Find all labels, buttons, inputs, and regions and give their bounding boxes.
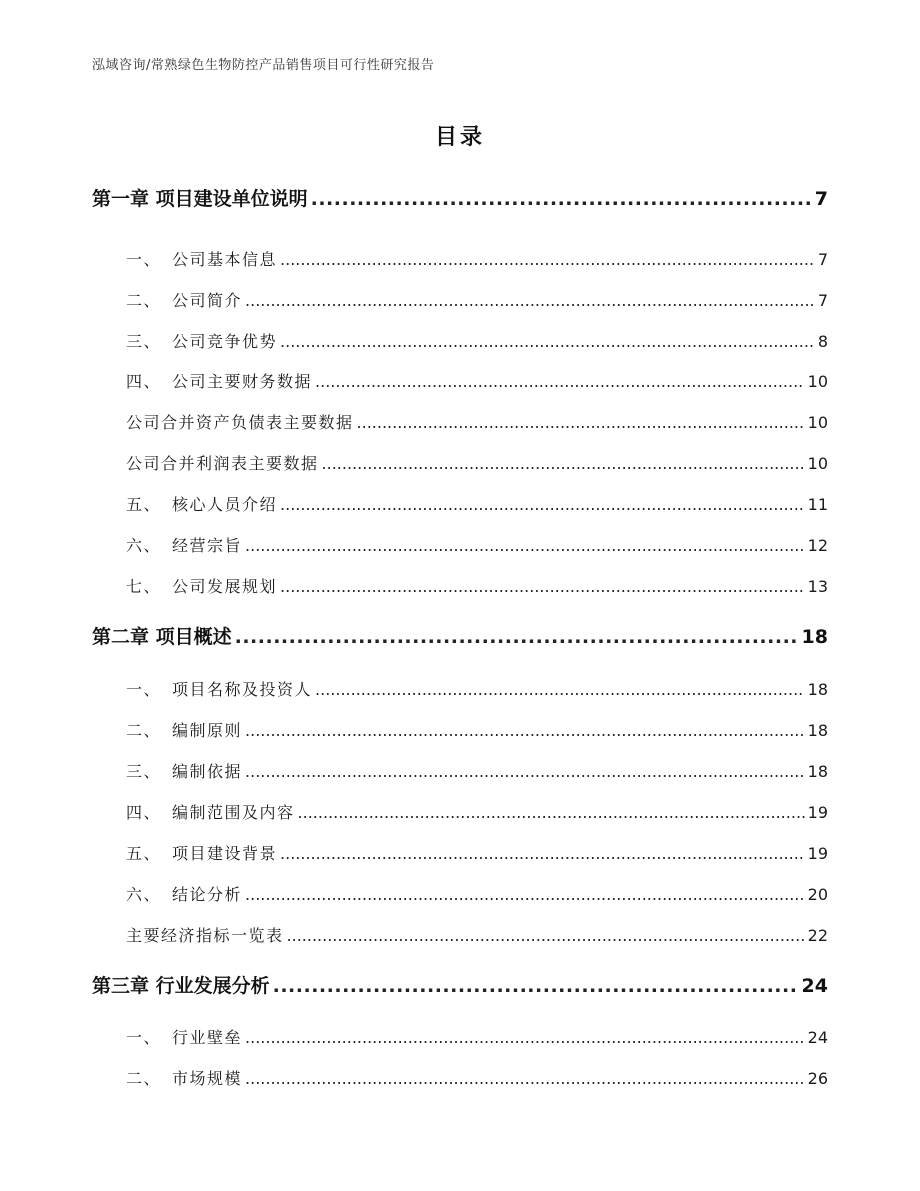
toc-table-balance-sheet[interactable] (126, 410, 828, 433)
toc-section-1-6[interactable] (126, 533, 828, 556)
toc-entry-page: 18 (807, 762, 828, 781)
toc-section-1-7[interactable] (126, 574, 828, 597)
toc-entry-label: 第一章 项目建设单位说明 (92, 188, 308, 210)
toc-entry-page: 7 (814, 188, 828, 210)
toc-entry-number: 二、 (126, 291, 162, 310)
toc-chapter-1[interactable] (92, 184, 828, 211)
dot-leader (280, 332, 815, 351)
toc-entry-label: 市场规模 (172, 1069, 243, 1088)
toc-entry-page: 18 (801, 626, 828, 648)
toc-entry-page: 10 (807, 372, 828, 391)
toc-entry-page: 8 (817, 332, 828, 351)
toc-section-2-5[interactable] (126, 841, 828, 864)
toc-section-2-3[interactable] (126, 759, 828, 782)
toc-entry-label: 经营宗旨 (172, 536, 243, 555)
toc-section-2-1[interactable] (126, 677, 828, 700)
toc-section-3-1[interactable] (126, 1025, 828, 1048)
dot-leader (311, 188, 812, 210)
dot-leader (235, 626, 799, 648)
toc-entry-page: 18 (807, 680, 828, 699)
toc-table-key-indicators[interactable] (126, 923, 828, 946)
toc-entry-label: 编制范围及内容 (172, 803, 295, 822)
toc-entry-label: 结论分析 (172, 885, 243, 904)
dot-leader (245, 885, 805, 904)
toc-section-2-2[interactable] (126, 718, 828, 741)
toc-entry-number: 一、 (126, 680, 162, 699)
dot-leader (298, 803, 805, 822)
toc-entry-label: 公司主要财务数据 (172, 372, 313, 391)
toc-entry-page: 24 (801, 975, 828, 997)
dot-leader (245, 291, 815, 310)
toc-entry-label: 公司发展规划 (172, 577, 278, 596)
toc-entry-number: 二、 (126, 1069, 162, 1088)
dot-leader (280, 577, 805, 596)
dot-leader (315, 372, 805, 391)
toc-entry-page: 7 (817, 291, 828, 310)
toc-entry-page: 12 (807, 536, 828, 555)
dot-leader (287, 926, 805, 945)
toc-entry-page: 24 (807, 1028, 828, 1047)
toc-section-1-4[interactable] (126, 369, 828, 392)
toc-entry-page: 20 (807, 885, 828, 904)
toc-entry-page: 10 (807, 454, 828, 473)
toc-section-1-3[interactable] (126, 329, 828, 352)
toc-chapter-2[interactable] (92, 622, 828, 649)
toc-entry-label: 项目建设背景 (172, 844, 278, 863)
running-header: 泓域咨询/常熟绿色生物防控产品销售项目可行性研究报告 (92, 58, 435, 73)
toc-entry-number: 三、 (126, 332, 162, 351)
toc-entry-page: 18 (807, 721, 828, 740)
toc-entry-page: 26 (807, 1069, 828, 1088)
toc-chapter-3[interactable] (92, 971, 828, 998)
toc-entry-number: 六、 (126, 885, 162, 904)
toc-entry-number: 一、 (126, 250, 162, 269)
dot-leader (357, 413, 805, 432)
toc-entry-page: 13 (807, 577, 828, 596)
toc-entry-label: 核心人员介绍 (172, 495, 278, 514)
toc-entry-label: 项目名称及投资人 (172, 680, 313, 699)
toc-entry-number: 二、 (126, 721, 162, 740)
dot-leader (245, 721, 805, 740)
toc-section-1-2[interactable] (126, 288, 828, 311)
toc-entry-number: 五、 (126, 495, 162, 514)
toc-entry-number: 七、 (126, 577, 162, 596)
toc-entry-label: 行业壁垒 (172, 1028, 243, 1047)
toc-table-income-statement[interactable] (126, 451, 828, 474)
toc-entry-label: 第三章 行业发展分析 (92, 975, 270, 997)
dot-leader (280, 844, 805, 863)
toc-section-1-5[interactable] (126, 492, 828, 515)
toc-entry-label: 编制原则 (172, 721, 243, 740)
toc-entry-label: 公司竞争优势 (172, 332, 278, 351)
toc-entry-label: 公司基本信息 (172, 250, 278, 269)
toc-entry-page: 22 (807, 926, 828, 945)
toc-entry-number: 三、 (126, 762, 162, 781)
toc-entry-number: 一、 (126, 1028, 162, 1047)
toc-entry-label: 第二章 项目概述 (92, 626, 232, 648)
toc-entry-number: 四、 (126, 372, 162, 391)
toc-entry-label: 主要经济指标一览表 (126, 926, 284, 945)
toc-title: 目录 (434, 125, 485, 150)
toc-entry-page: 19 (807, 803, 828, 822)
toc-entry-page: 11 (807, 495, 828, 514)
toc-entry-label: 公司合并资产负债表主要数据 (126, 413, 354, 432)
dot-leader (322, 454, 805, 473)
toc-section-3-2[interactable] (126, 1066, 828, 1089)
dot-leader (245, 762, 805, 781)
dot-leader (245, 1028, 805, 1047)
dot-leader (280, 250, 815, 269)
toc-section-2-6[interactable] (126, 882, 828, 905)
toc-entry-number: 六、 (126, 536, 162, 555)
toc-entry-page: 7 (817, 250, 828, 269)
toc-entry-label: 编制依据 (172, 762, 243, 781)
toc-section-1-1[interactable] (126, 247, 828, 270)
dot-leader (245, 536, 805, 555)
toc-entry-number: 五、 (126, 844, 162, 863)
dot-leader (280, 495, 805, 514)
toc-entry-page: 10 (807, 413, 828, 432)
toc-section-2-4[interactable] (126, 800, 828, 823)
toc-entry-label: 公司合并利润表主要数据 (126, 454, 319, 473)
dot-leader (245, 1069, 805, 1088)
dot-leader (273, 975, 799, 997)
toc-entry-label: 公司简介 (172, 291, 243, 310)
dot-leader (315, 680, 805, 699)
toc-entry-number: 四、 (126, 803, 162, 822)
toc-entry-page: 19 (807, 844, 828, 863)
